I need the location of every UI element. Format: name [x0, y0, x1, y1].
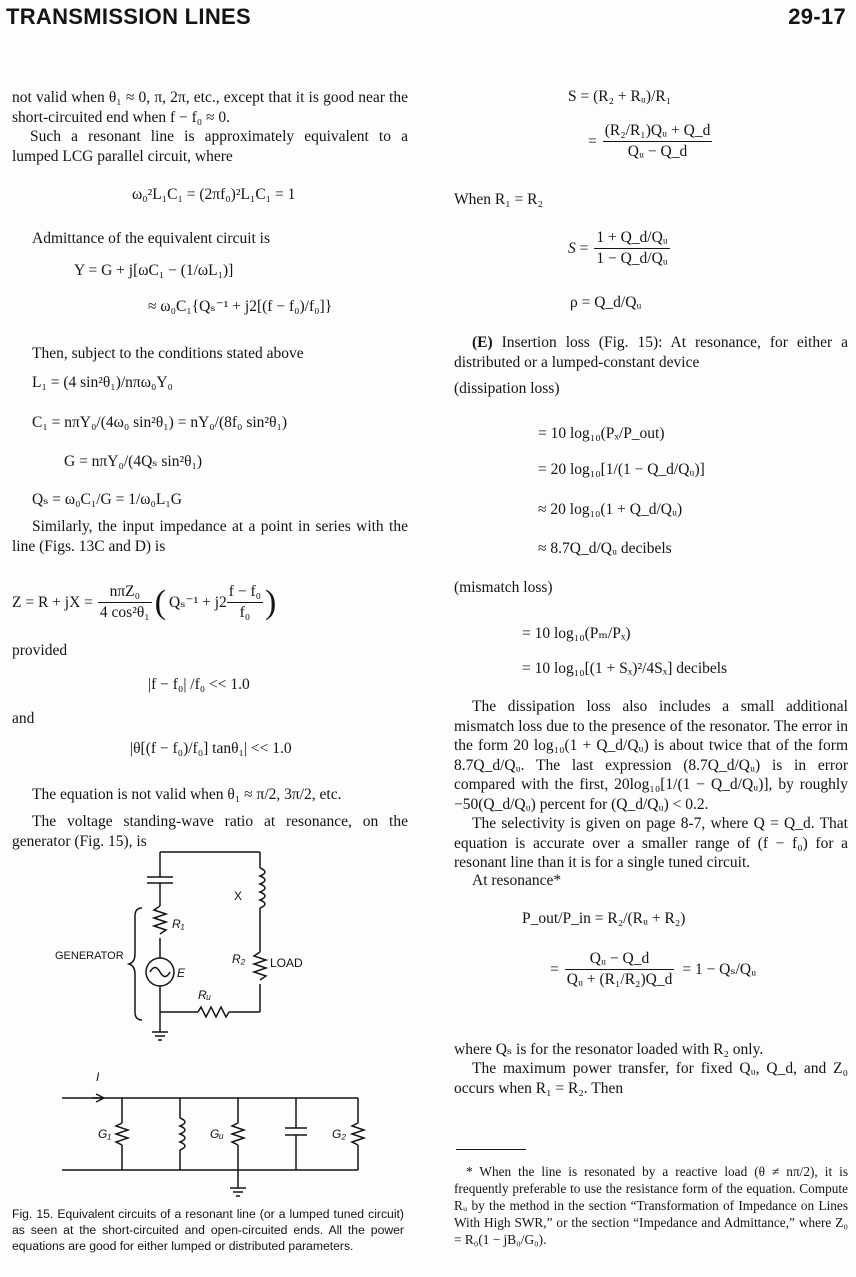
selectivity-paragraph: The selectivity is given on page 8-7, where Q = Q_d. That equation is accurate over a smaller range of (f − f₀) for a resonant line than it is for a single tuned circuit.: [454, 815, 848, 871]
label-ru: Rᵤ: [198, 988, 211, 1002]
provided-label: provided: [12, 642, 68, 659]
equation-admittance-approx: ≈ ω₀C₁{Qₛ⁻¹ + j2[(f − f₀)/f₀]}: [148, 298, 333, 315]
s3-num: 1 + Q_d/Qᵤ: [594, 229, 670, 249]
mismatch-label: (mismatch loss): [454, 579, 553, 596]
right-paren: ): [265, 583, 277, 621]
label-r2: R₂: [232, 952, 246, 966]
p2-den: Qᵤ + (R₁/R₂)Q_d: [566, 971, 673, 988]
impedance-paren-term: Qₛ⁻¹ + j2: [169, 594, 227, 611]
equation-rho: ρ = Q_d/Qᵤ: [570, 294, 642, 311]
equation-d4: ≈ 8.7Q_d/Qᵤ decibels: [538, 540, 672, 557]
then-text: Then, subject to the conditions stated above: [32, 345, 304, 362]
paragraph-not-valid: not valid when θ₁ ≈ 0, π, 2π, etc., except that it is good near the short-circuited end when f − f₀ ≈ 0.: [12, 89, 408, 126]
p2-num: Qᵤ − Q_d: [565, 950, 675, 970]
label-current-i: I: [96, 1070, 100, 1084]
equation-d2: = 20 log₁₀[1/(1 − Q_d/Qᵤ)]: [538, 461, 705, 478]
label-r1: R₁: [172, 917, 185, 931]
equation-g: G = nπY₀/(4Qₛ sin²θ₁): [64, 453, 203, 470]
equation-p1: P_out/P_in = R₂/(Rᵤ + R₂): [522, 910, 686, 927]
footnote-rule: [456, 1149, 526, 1150]
equation-s2: = $\frac{\text{(R₂/R₁)Qᵤ + Q\_d}}{\text{Qᵤ − Q\_d}}$: [588, 122, 711, 160]
label-g2: G₂: [332, 1127, 346, 1141]
equation-l1: L₁ = (4 sin²θ₁)/nπω₀Y₀: [32, 374, 173, 391]
label-gu: Gᵤ: [210, 1127, 224, 1141]
figure-caption: Fig. 15. Equivalent circuits of a resonant line (or a lumped tuned circuit) as seen at the short-circuited and open-circuited ends. All the power equations are good for either lumped or distributed parameters.: [12, 1207, 404, 1253]
p2-fraction: [565, 950, 675, 989]
label-x: X: [234, 889, 243, 903]
insertion-text: Insertion loss (Fig. 15): At resonance, for either a distributed or a lumped-constant device: [454, 334, 848, 371]
equation-c1: C₁ = nπY₀/(4ω₀ sin²θ₁) = nY₀/(8f₀ sin²θ₁): [32, 414, 288, 431]
vswr-intro: The voltage standing-wave ratio at resonance, on the generator (Fig. 15), is: [12, 813, 408, 850]
left-paren: (: [154, 583, 166, 621]
dissipation-paragraph: The dissipation loss also includes a small additional mismatch loss due to the presence of the resonator. The error in the form 20 log₁₀(1 + Q_d/Qᵤ) is about twice that of the form 8.7Q_d/Qᵤ. The last expression (8.7Q_d/Qᵤ) is in error compared with the first, 20log₁₀[1/(1 − Q_d/Qᵤ)], by roughly −50(Q_d/Qᵤ) percent for (Q_d/Qᵤ) < 0.2.: [454, 698, 848, 813]
at-resonance: At resonance*: [472, 872, 562, 889]
p2-rhs: = 1 − Qₛ/Qᵤ: [682, 961, 757, 978]
equation-d1: = 10 log₁₀(Pₓ/P_out): [538, 425, 665, 442]
where-qs: where Qₛ is for the resonator loaded with R₂ only.: [454, 1041, 764, 1058]
impedance-frac-num: nπZ₀: [98, 583, 152, 603]
admittance-intro: Admittance of the equivalent circuit is: [32, 230, 271, 247]
equation-s1: S = (R₂ + Rᵤ)/R₁: [568, 88, 672, 105]
when-r1-r2: When R₁ = R₂: [454, 191, 543, 208]
paragraph-resonant-line: Such a resonant line is approximately equivalent to a lumped LCG parallel circuit, where: [12, 128, 408, 165]
equation-resonance: ω₀²L₁C₁ = (2πf₀)²L₁C₁ = 1: [132, 186, 296, 203]
s3-den: 1 − Q_d/Qᵤ: [596, 250, 668, 267]
label-load: LOAD: [270, 956, 303, 970]
impedance-frac-den: 4 cos²θ₁: [99, 604, 150, 621]
s2-fraction: [603, 122, 713, 161]
equation-m2: = 10 log₁₀[(1 + Sₓ)²/4Sₓ] decibels: [522, 660, 728, 677]
label-g1: G₁: [98, 1127, 112, 1141]
s2-num: (R₂/R₁)Qᵤ + Q_d: [603, 122, 713, 142]
dissipation-label: (dissipation loss): [454, 380, 560, 397]
paragraph-similarly: Similarly, the input impedance at a point in series with the line (Figs. 13C and D) is: [12, 518, 408, 555]
equation-admittance: Y = G + j[ωC₁ − (1/ωL₁)]: [74, 262, 234, 279]
label-e: E: [177, 966, 186, 980]
insertion-loss-paragraph: [454, 333, 848, 372]
condition-1: |f − f₀| /f₀ << 1.0: [148, 676, 250, 693]
page-number: 29-17: [788, 4, 846, 29]
not-valid-note: The equation is not valid when θ₁ ≈ π/2, 3π/2, etc.: [32, 786, 342, 803]
equation-qs: Qₛ = ω₀C₁/G = 1/ω₀L₁G: [32, 491, 182, 508]
impedance-inner-num: f − f₀: [227, 583, 263, 603]
equation-m1: = 10 log₁₀(Pₘ/Pₓ): [522, 625, 631, 642]
condition-2: |θ[(f − f₀)/f₀] tanθ₁| << 1.0: [130, 740, 292, 757]
footnote: * When the line is resonated by a reactive load (θ ≠ nπ/2), it is frequently preferable to use the resistance form of the equation. Compute Rᵤ by the method in the section “Transformation of Impedance on Lines With High SWR,” or the section “Impedance and Admittance,” where Z₀ = R₀(1 − jB₀/G₀).: [454, 1164, 848, 1247]
impedance-lhs: Z = R + jX =: [12, 593, 93, 611]
and-label: and: [12, 710, 35, 727]
equation-p2: = $\frac{\text{Qᵤ − Q\_d}}{\text{Qᵤ + (R₁/R₂)Q\_d}}$ = 1 − Qₛ/Qᵤ: [550, 950, 757, 988]
equation-d3: ≈ 20 log₁₀(1 + Q_d/Qᵤ): [538, 501, 683, 518]
running-title: TRANSMISSION LINES: [6, 4, 251, 29]
s2-den: Qᵤ − Q_d: [627, 143, 688, 160]
max-power-paragraph: The maximum power transfer, for fixed Qᵤ, Q_d, and Z₀ occurs when R₁ = R₂. Then: [454, 1060, 848, 1097]
impedance-inner-den: f₀: [239, 604, 251, 621]
equation-s3: S = $\frac{\text{1 + Q\_d/Qᵤ}}{\text{1 − Q\_d/Qᵤ}}$: [568, 229, 668, 267]
label-generator: GENERATOR: [55, 950, 124, 962]
s3-fraction: [594, 229, 670, 268]
insertion-label: (E): [472, 334, 493, 351]
